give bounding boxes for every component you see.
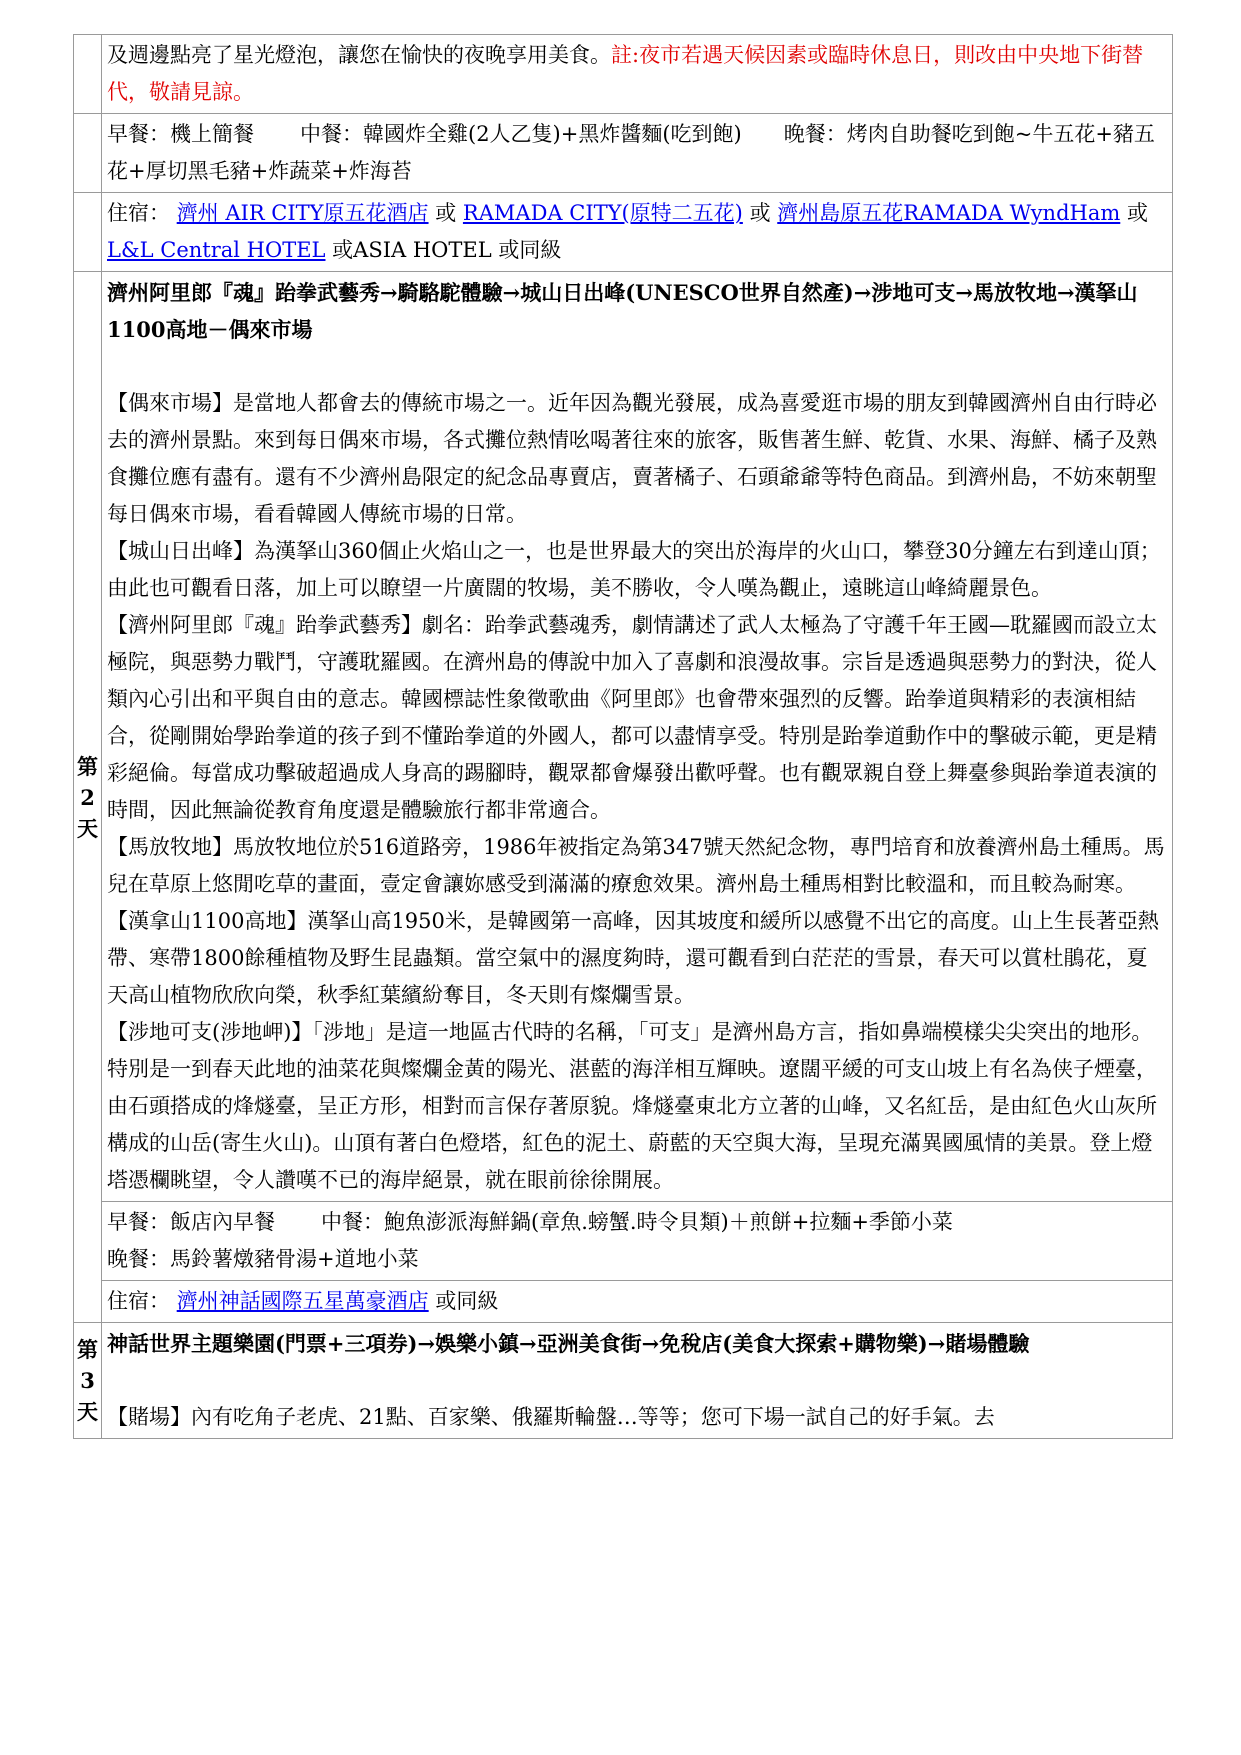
night-market-note: 註:夜市若遇天候因素或臨時休息日，則改由中央地下街替代，敬請見諒。	[107, 43, 1144, 104]
paragraph-seopjikoji: 【涉地可支(涉地岬)】「涉地」是這一地區古代時的名稱，「可支」是濟州島方言，指如鼻端模樣尖尖突出的地形。特別是一到春天此地的油菜花與燦爛金黃的陽光、湛藍的海洋相互輝映。遼闊平緩的可支山坡上有名為侠子煙臺，由石頭搭成的烽燧臺，呈正方形，相對而言保存著原貌。烽燧臺東北方立著的山峰，又名紅岳，是由紅色火山灰所構成的山岳(寄生火山)。山頂有著白色燈塔，紅色的泥土、蔚藍的天空與大海，呈現充滿異國風情的美景。登上燈塔憑欄眺望，令人讚嘆不已的海岸絕景，就在眼前徐徐開展。	[107, 1020, 1157, 1192]
paragraph-taekwondo-show: 【濟州阿里郎『魂』跆拳武藝秀】劇名：跆拳武藝魂秀，劇情講述了武人太極為了守護千年王國—耽羅國而設立太極院，與惡勢力戰鬥，守護耽羅國。在濟州島的傳說中加入了喜劇和浪漫故事。宗旨是透過與惡勢力的對決，從人類內心引出和平與自由的意志。韓國標誌性象徵歌曲《阿里郎》也會帶來强烈的反響。跆拳道與精彩的表演相結合，從剛開始學跆拳道的孩子到不懂跆拳道的外國人，都可以盡情享受。特別是跆拳道動作中的擊破示範，更是精彩絕倫。每當成功擊破超過成人身高的踢腳時，觀眾都會爆發出歡呼聲。也有觀眾親自登上舞臺參與跆拳道表演的時間，因此無論從教育角度還是體驗旅行都非常適合。	[107, 613, 1157, 822]
day1-label-cell	[74, 35, 102, 114]
breakfast-label: 早餐：飯店內早餐	[107, 1210, 275, 1234]
day1-continued-row	[74, 35, 1173, 114]
lunch-label: 中餐：韓國炸全雞(2人乙隻)+黑炸醬麵(吃到飽)	[300, 122, 742, 146]
day3-label: 第 3 天	[74, 1323, 102, 1439]
day2-meals-row	[74, 1202, 1173, 1281]
day2-hotel: 住宿： 濟州神話國際五星萬豪酒店 或同級	[102, 1281, 1173, 1323]
hotel-link-air-city[interactable]: 濟州 AIR CITY原五花酒店	[176, 201, 429, 225]
hotel-link-ramada-wyndham[interactable]: 濟州島原五花RAMADA WyndHam	[777, 201, 1121, 225]
day2-hotel-row	[74, 1281, 1173, 1323]
day2-route-title: 濟州阿里郎『魂』跆拳武藝秀→騎駱駝體驗→城山日出峰(UNESCO世界自然產)→涉地可支→馬放牧地→漢拏山1100高地－偶來市場	[107, 280, 1138, 342]
night-market-text: 及週邊點亮了星光燈泡，讓您在愉快的夜晚享用美食。	[107, 43, 611, 67]
dinner-label: 晚餐：馬鈴薯燉豬骨湯+道地小菜	[107, 1247, 419, 1271]
hotel-link-ramada-city[interactable]: RAMADA CITY(原特二五花)	[462, 201, 743, 225]
itinerary-table	[73, 34, 1173, 1439]
day1-meals	[102, 114, 1173, 193]
hotel-link-marriott[interactable]: 濟州神話國際五星萬豪酒店	[176, 1289, 429, 1313]
day2-meals	[102, 1202, 1173, 1281]
hotel-label: 住宿：	[107, 1289, 170, 1313]
hotel-link-ll-central[interactable]: L&L Central HOTEL	[107, 238, 326, 262]
day1-continued-text	[102, 35, 1173, 114]
paragraph-market: 【偶來市場】是當地人都會去的傳統市場之一。近年因為觀光發展，成為喜愛逛市場的朋友到韓國濟州自由行時必去的濟州景點。來到每日偶來市場，各式攤位熱情吆喝著往來的旅客，販售著生鮮、乾貨、水果、海鮮、橘子及熟食攤位應有盡有。還有不少濟州島限定的紀念品專賣店，賣著橘子、石頭爺爺等特色商品。到濟州島，不妨來朝聖每日偶來市場，看看韓國人傳統市場的日常。	[107, 391, 1157, 526]
paragraph-casino: 【賭場】內有吃角子老虎、21點、百家樂、俄羅斯輪盤…等等；您可下場一試自己的好手氣。去	[107, 1405, 995, 1429]
day3-row	[74, 1323, 1173, 1439]
day1-meals-row	[74, 114, 1173, 193]
dinner-label: 晚餐：烤肉自助餐吃到飽~牛五花+豬五花+厚切黑毛豬+炸蔬菜+炸海苔	[107, 122, 1155, 183]
itinerary-page	[73, 34, 1173, 1439]
lunch-label: 中餐：鮑魚澎派海鮮鍋(章魚.螃蟹.時令貝類)＋煎餅+拉麵+季節小菜	[321, 1210, 953, 1234]
day3-route-title: 神話世界主題樂園(門票+三項券)→娛樂小鎮→亞洲美食街→免稅店(美食大探索+購物樂)→賭場體驗	[107, 1331, 1030, 1356]
day2-row	[74, 272, 1173, 1202]
paragraph-seongsan: 【城山日出峰】為漢拏山360個止火焰山之一，也是世界最大的突出於海岸的火山口，攀登30分鐘左右到達山頂；由此也可觀看日落，加上可以瞭望一片廣闊的牧場，美不勝收，令人嘆為觀止，遠眺這山峰綺麗景色。	[107, 539, 1161, 600]
paragraph-horse-ranch: 【馬放牧地】馬放牧地位於516道路旁，1986年被指定為第347號天然紀念物，專門培育和放養濟州島土種馬。馬兒在草原上悠閒吃草的畫面，壹定會讓妳感受到滿滿的療愈效果。濟州島土種馬相對比較溫和，而且較為耐寒。	[107, 835, 1165, 896]
day2-label: 第 2 天	[74, 272, 102, 1323]
paragraph-hallasan: 【漢拿山1100高地】漢拏山高1950米，是韓國第一高峰，因其坡度和緩所以感覺不出它的高度。山上生長著亞熱帶、寒帶1800餘種植物及野生昆蟲類。當空氣中的濕度夠時，還可觀看到白茫茫的雪景，春天可以賞杜鵑花，夏天高山植物欣欣向榮，秋季紅葉繽紛奪目，冬天則有燦爛雪景。	[107, 909, 1159, 1007]
day2-content	[102, 272, 1173, 1202]
hotel-label: 住宿：	[107, 201, 170, 225]
day1-hotel-row	[74, 193, 1173, 272]
day1-hotel: 住宿： 濟州 AIR CITY原五花酒店 或 RAMADA CITY(原特二五花) 或 濟州島原五花RAMADA WyndHam 或 L&L Central HOTEL 或ASIA HOTEL 或同級	[102, 193, 1173, 272]
day3-content	[102, 1323, 1173, 1439]
breakfast-label: 早餐：機上簡餐	[107, 122, 254, 146]
